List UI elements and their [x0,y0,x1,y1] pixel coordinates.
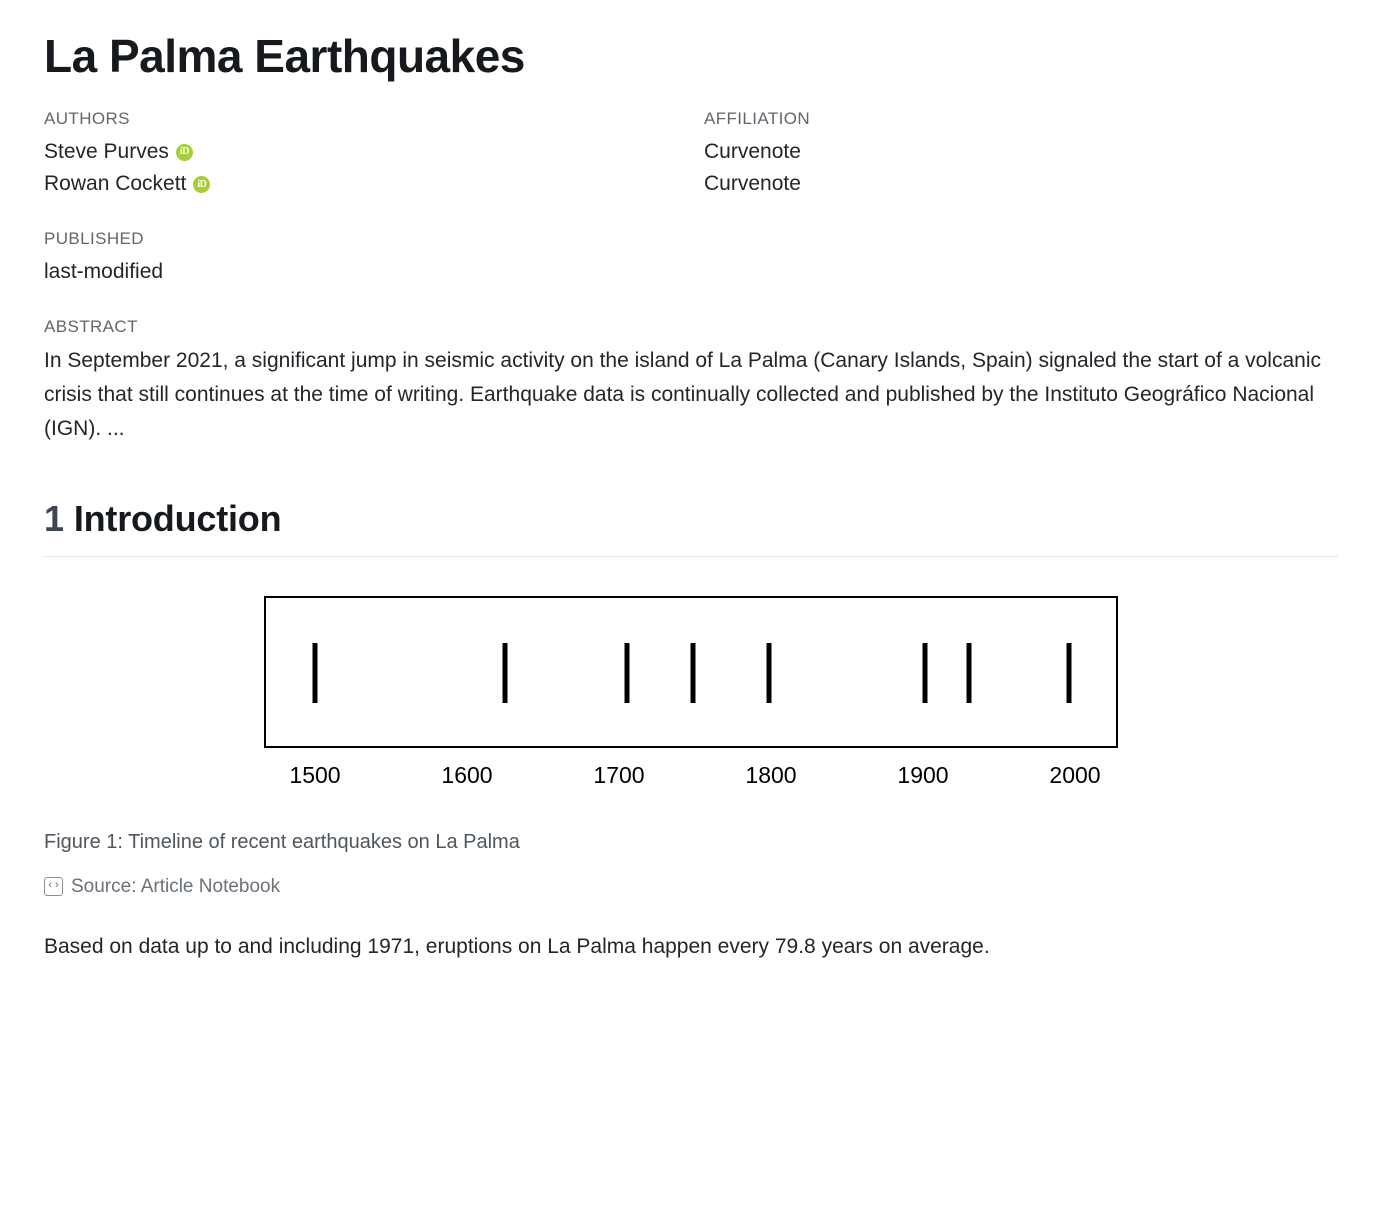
affiliation-label: AFFILIATION [704,108,811,128]
figure-source-label: Source: Article Notebook [71,875,281,897]
section-number: 1 [44,497,64,539]
orcid-icon[interactable] [176,144,193,161]
author-row [44,136,704,169]
affiliation-value: Curvenote [704,139,801,163]
x-tick-label: 2000 [1049,761,1101,788]
authors-block [44,109,704,201]
abstract-text: In September 2021, a significant jump in seismic activity on the island of La Palma (Canary Islands, Spain) signaled the start of a volcanic crisis that still continues at the time of writing. Earthquake data is continually collected and published by the Instituto Geográfico Nacional (IGN). ... [44,348,1321,440]
body-paragraph: Based on data up to and including 1971, eruptions on La Palma happen every 79.8 years on average. [44,934,990,958]
page-title: La Palma Earthquakes [44,30,525,82]
figure-plot [44,593,1338,803]
x-tick-label: 1500 [289,761,341,788]
x-tick-label: 1800 [745,761,797,788]
figure-1 [44,593,1338,854]
author-row [44,168,704,201]
x-tick-label: 1900 [897,761,949,788]
affiliation-block [704,109,1334,201]
authors-label: AUTHORS [44,108,130,128]
earthquake-timeline-chart [261,593,1121,803]
section-title: Introduction [73,497,282,539]
published-block [44,229,1334,289]
figure-caption: Figure 1: Timeline of recent earthquakes on La Palma [44,830,520,853]
author-name: Rowan Cockett [44,172,187,196]
published-label: PUBLISHED [44,228,144,248]
orcid-icon[interactable] [193,176,210,193]
abstract-label: ABSTRACT [44,316,138,336]
x-tick-label: 1700 [593,761,645,788]
code-cell-icon: ‹› [44,877,63,896]
abstract-block [44,317,1334,446]
affiliation-value: Curvenote [704,172,801,196]
section-heading-introduction [44,498,1338,557]
author-name: Steve Purves [44,139,169,163]
frontmatter-top-row [44,109,1334,201]
x-tick-label: 1600 [441,761,493,788]
chart-x-tick-labels [289,762,1100,788]
figure-source[interactable] [44,876,1338,898]
published-value: last-modified [44,259,164,283]
frontmatter [44,109,1334,446]
